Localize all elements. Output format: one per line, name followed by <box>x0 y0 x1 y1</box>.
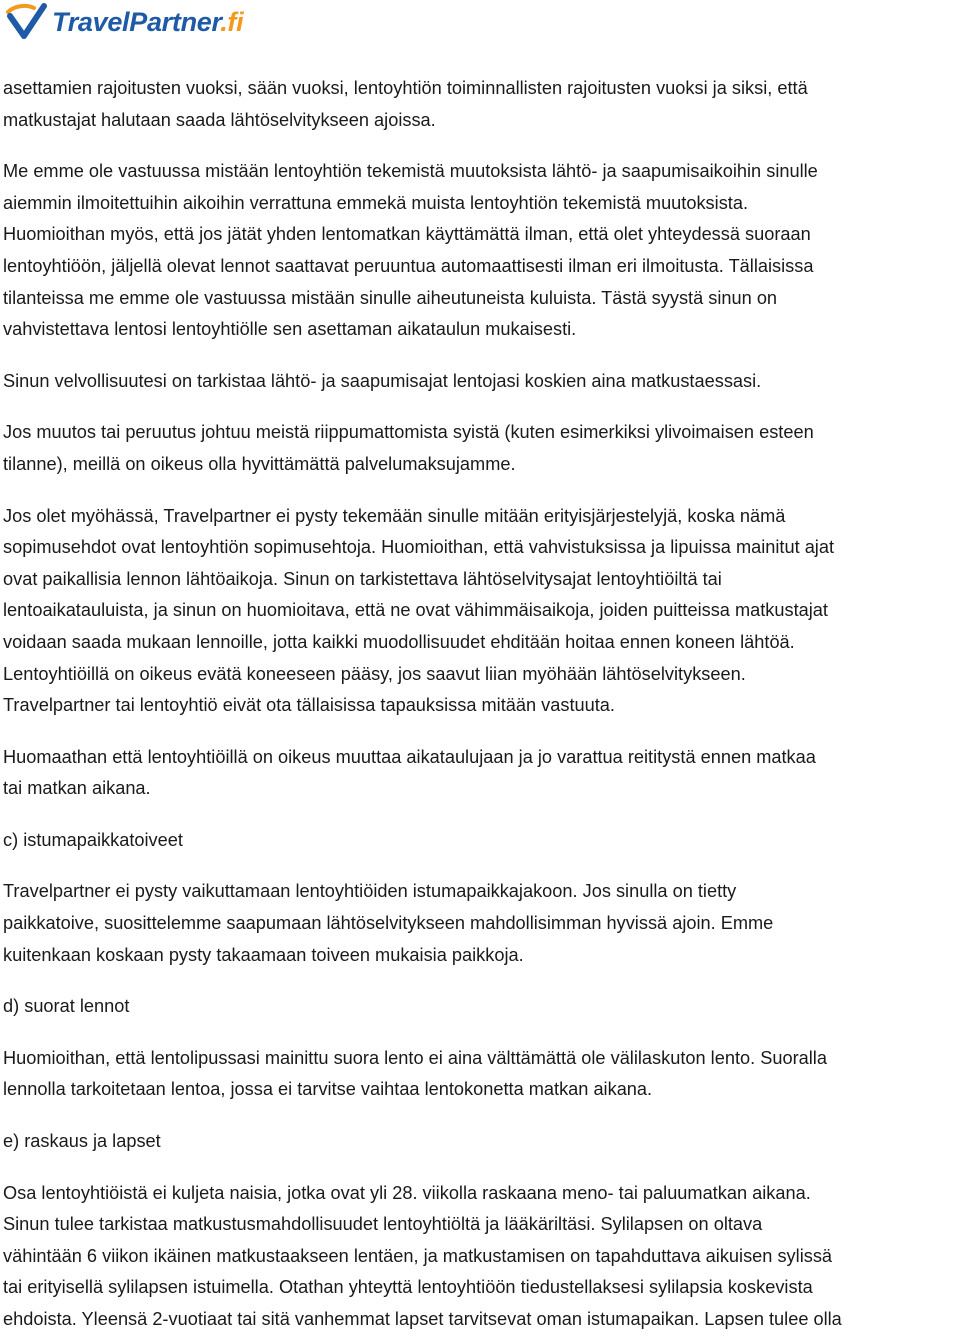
paragraph <box>3 156 958 346</box>
text-line: Osa lentoyhtiöistä ei kuljeta naisia, jotka ovat yli 28. viikolla raskaana meno- tai paluumatkan aikana. <box>3 1182 811 1203</box>
paragraph-gap <box>3 1158 958 1178</box>
paragraph <box>3 825 958 857</box>
text-line: vahvistettava lentosi lentoyhtiölle sen asettaman aikataulun mukaisesti. <box>3 319 577 340</box>
text-line: tilanne), meillä on oikeus olla hyvittämättä palvelumaksujamme. <box>3 453 516 474</box>
paragraph-gap <box>3 481 958 501</box>
paragraph-gap <box>3 1106 958 1126</box>
paragraph-gap <box>3 1023 958 1043</box>
text-line: c) istumapaikkatoiveet <box>3 829 183 850</box>
text-line: vähintään 6 viikon ikäinen matkustaakseen lentäen, ja matkustamisen on tapahduttava aikuisen sylissä <box>3 1245 833 1266</box>
text-line: Huomioithan myös, että jos jätät yhden lentomatkan käyttämättä ilman, että olet yhteydessä suoraan <box>3 224 811 245</box>
text-line: d) suorat lennot <box>3 996 130 1017</box>
text-line: asettamien rajoitusten vuoksi, sään vuoksi, lentoyhtiön toiminnallisten rajoitusten vuoksi ja siksi, että <box>3 78 808 98</box>
logo-wordmark <box>52 6 244 37</box>
paragraph <box>3 366 958 398</box>
text-line: Huomioithan, että lentolipussasi mainittu suora lento ei aina välttämättä ole välilaskuton lento. Suoralla <box>3 1047 827 1068</box>
text-line: Huomaathan että lentoyhtiöillä on oikeus muuttaa aikataulujaan ja jo varattua reititystä ennen matkaa <box>3 746 816 767</box>
text-line: matkustajat halutaan saada lähtöselvitykseen ajoissa. <box>3 109 436 130</box>
logo-swoosh-icon <box>4 2 48 42</box>
logo-name-main: TravelPartner <box>52 6 221 37</box>
text-line: Lentoyhtiöillä on oikeus evätä koneeseen pääsy, jos saavut liian myöhään lähtöselvitykseen. <box>3 663 746 684</box>
text-line: sopimusehdot ovat lentoyhtiön sopimusehtoja. Huomioithan, että vahvistuksissa ja lipuissa mainitut ajat <box>3 537 835 558</box>
paragraph <box>3 417 958 480</box>
paragraph-gap <box>3 397 958 417</box>
document-body <box>3 73 958 1336</box>
travelpartner-logo <box>4 0 243 44</box>
text-line: ovat paikallisia lennon lähtöaikoja. Sinun on tarkistettava lähtöselvitysajat lentoyhtiöiltä tai <box>3 568 722 589</box>
paragraph-gap <box>3 971 958 991</box>
text-line: Travelpartner tai lentoyhtiö eivät ota tällaisissa tapauksissa mitään vastuuta. <box>3 695 615 716</box>
text-line: Me emme ole vastuussa mistään lentoyhtiön tekemistä muutoksista lähtö- ja saapumisaikoihin sinulle <box>3 161 818 182</box>
text-line: tai erityisellä sylilapsen istuimella. Otathan yhteyttä lentoyhtiöön tiedustellaksesi sylilapsia koskevista <box>3 1277 813 1298</box>
paragraph-gap <box>3 856 958 876</box>
text-line: kuitenkaan koskaan pysty takaamaan toiveen mukaisia paikkoja. <box>3 944 524 965</box>
text-line: Jos muutos tai peruutus johtuu meistä riippumattomista syistä (kuten esimerkiksi ylivoimaisen esteen <box>3 422 814 443</box>
paragraph <box>3 73 958 136</box>
text-line: lentoyhtiöön, jäljellä olevat lennot saattavat peruuntua automaattisesti ilman eri ilmoitusta. Tällaisissa <box>3 255 814 276</box>
paragraph <box>3 742 958 805</box>
paragraph <box>3 991 958 1023</box>
text-line: Travelpartner ei pysty vaikuttamaan lentoyhtiöiden istumapaikkajakoon. Jos sinulla on tietty <box>3 881 737 902</box>
text-line: Sinun tulee tarkistaa matkustusmahdollisuudet lentoyhtiöltä ja lääkäriltäsi. Sylilapsen on oltava <box>3 1214 763 1235</box>
text-line: voidaan saada mukaan lennoille, jotta kaikki muodollisuudet ehditään hoitaa ennen koneen lähtöä. <box>3 631 795 652</box>
text-line: paikkatoive, suosittelemme saapumaan lähtöselvitykseen mahdollisimman hyvissä ajoin. Emme <box>3 913 774 934</box>
text-line: Sinun velvollisuutesi on tarkistaa lähtö- ja saapumisajat lentojasi koskien aina matkustaessasi. <box>3 370 762 391</box>
paragraph-gap <box>3 346 958 366</box>
paragraph <box>3 1178 958 1336</box>
text-line: lennolla tarkoitetaan lentoa, jossa ei tarvitse vaihtaa lentokonetta matkan aikana. <box>3 1079 653 1100</box>
paragraph <box>3 501 958 722</box>
text-line: aiemmin ilmoitettuihin aikoihin verrattuna emmekä muista lentoyhtiön tekemistä muutoksista. <box>3 192 749 213</box>
text-line: lentoaikatauluista, ja sinun on huomioitava, että ne ovat vähimmäisaikoja, joiden puitteissa matkustajat <box>3 600 828 621</box>
text-line: ehdoista. Yleensä 2-vuotiaat tai sitä vanhemmat lapset tarvitsevat oman istumapaikan. Lapsen tulee olla <box>3 1309 842 1329</box>
paragraph-gap <box>3 722 958 742</box>
text-line: Jos olet myöhässä, Travelpartner ei pysty tekemään sinulle mitään erityisjärjestelyjä, koska nämä <box>3 505 786 526</box>
paragraph <box>3 1126 958 1158</box>
paragraph <box>3 876 958 971</box>
text-line: e) raskaus ja lapset <box>3 1131 161 1152</box>
paragraph <box>3 1043 958 1106</box>
logo-name-accent: .fi <box>220 6 244 37</box>
paragraph-gap <box>3 136 958 156</box>
text-line: tilanteissa me emme ole vastuussa mistään sinulle aiheutuneista kuluista. Tästä syystä sinun on <box>3 287 778 308</box>
text-line: tai matkan aikana. <box>3 778 151 799</box>
paragraph-gap <box>3 805 958 825</box>
